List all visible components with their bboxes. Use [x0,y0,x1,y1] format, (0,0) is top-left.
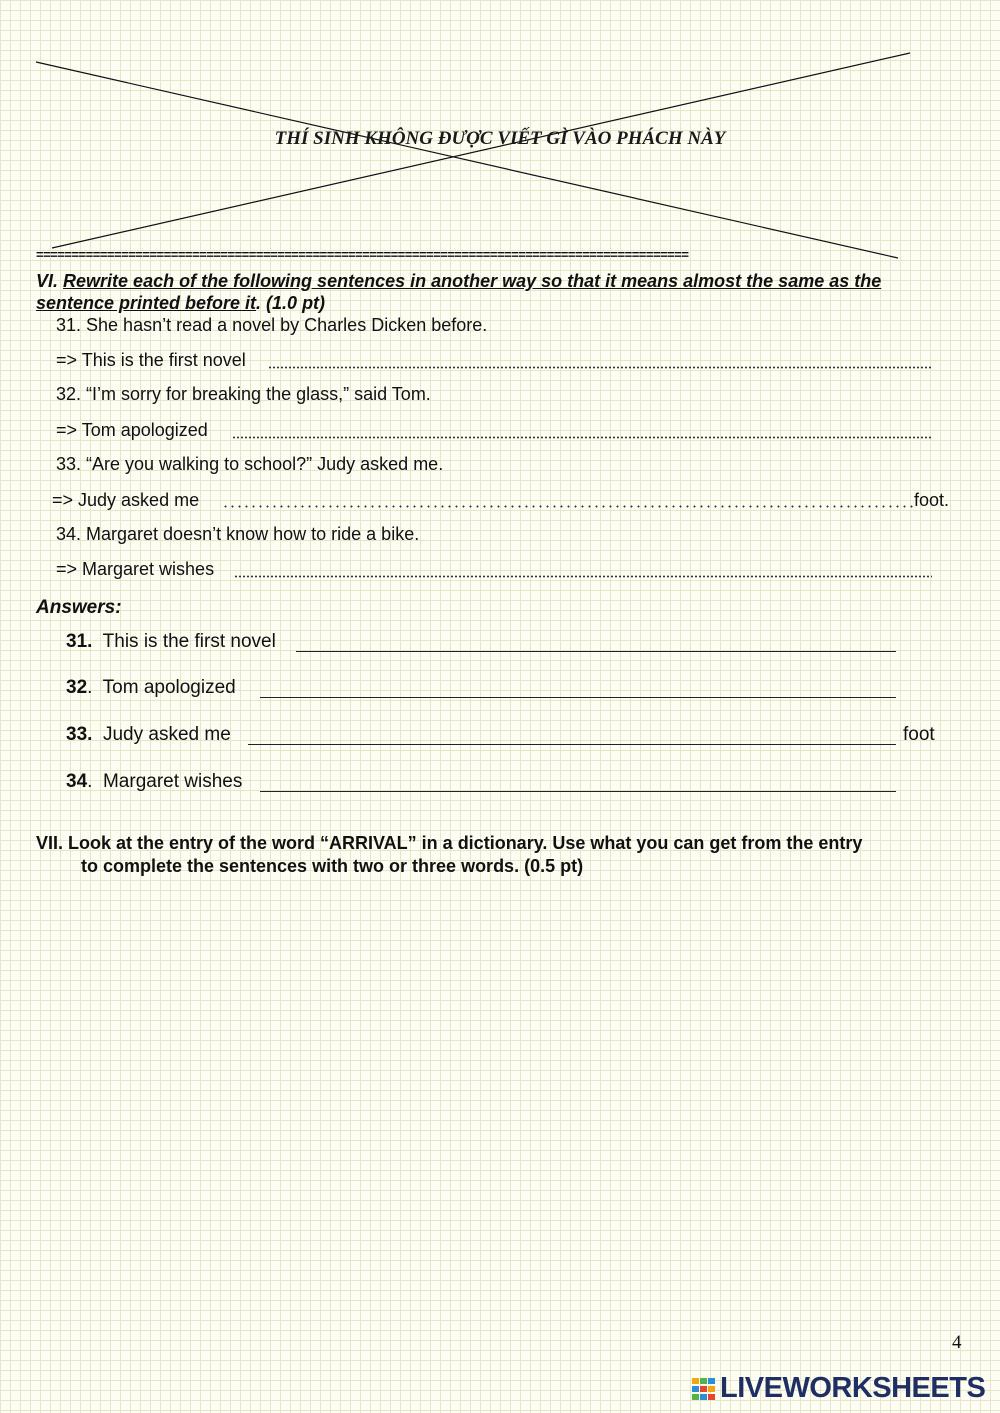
answer-31-text: This is the first novel [102,631,276,652]
question-33-prompt: 33. “Are you walking to school?” Judy asked me. [56,454,444,474]
answer-34-input[interactable] [260,791,896,792]
question-34-dotted-line [234,564,932,578]
answer-34-label [66,771,242,793]
section6-points: . (1.0 pt) [256,293,326,313]
section7-line1: VII. Look at the entry of the word “ARRIVAL” in a dictionary. Use what you can get from the entry [36,833,863,853]
section6-number: VI. [36,271,59,291]
question-32-start: => Tom apologized [56,420,208,440]
question-33-end: foot. [914,490,950,510]
section7-heading [36,832,976,878]
answer-31-input[interactable] [296,651,896,652]
separator-line: ============================================================================================ [36,248,689,262]
answer-33-label [66,724,231,746]
question-34-start: => Margaret wishes [56,559,215,579]
question-32-prompt: 32. “I’m sorry for breaking the glass,” said Tom. [56,384,431,404]
question-31-dotted-line [268,355,932,369]
answer-33-text: Judy asked me [102,724,231,745]
answer-32-dot: . [87,677,93,698]
logo-blocks-icon [692,1378,716,1400]
logo-text: LIVEWORKSHEETS [720,1372,986,1404]
section7-line2: to complete the sentences with two or three words. (0.5 pt) [81,856,584,876]
section6-heading [36,270,976,314]
answer-34-number: 34 [66,771,88,792]
answer-33-number: 33. [66,724,93,745]
liveworksheets-logo [692,1372,992,1404]
question-31-prompt: 31. She hasn’t read a novel by Charles Dicken before. [56,315,488,335]
answer-32-label [66,677,236,699]
page-number: 4 [952,1332,962,1353]
answer-33-input[interactable] [248,744,896,745]
answer-32-text: Tom apologized [102,677,236,698]
question-33-dotted-line [222,494,914,508]
question-32-dotted-line [232,425,932,439]
answer-31-label [66,631,276,653]
section6-instruction: Rewrite each of the following sentences in another way so that it means almost the same as the [63,271,882,291]
question-31-start: => This is the first novel [56,350,246,370]
answer-33-suffix: foot [903,724,935,745]
answer-32-number: 32 [66,677,88,698]
answers-heading: Answers: [36,597,122,618]
question-33-start: => Judy asked me [52,490,200,510]
do-not-write-notice: THÍ SINH KHÔNG ĐƯỢC VIẾT GÌ VÀO PHÁCH NÀY [274,128,726,149]
answer-34-text: Margaret wishes [102,771,243,792]
answer-32-input[interactable] [260,697,896,698]
answer-31-number: 31. [66,631,93,652]
section6-instruction-line2: sentence printed before it [36,293,257,313]
question-34-prompt: 34. Margaret doesn’t know how to ride a bike. [56,524,420,544]
answer-34-dot: . [87,771,93,792]
